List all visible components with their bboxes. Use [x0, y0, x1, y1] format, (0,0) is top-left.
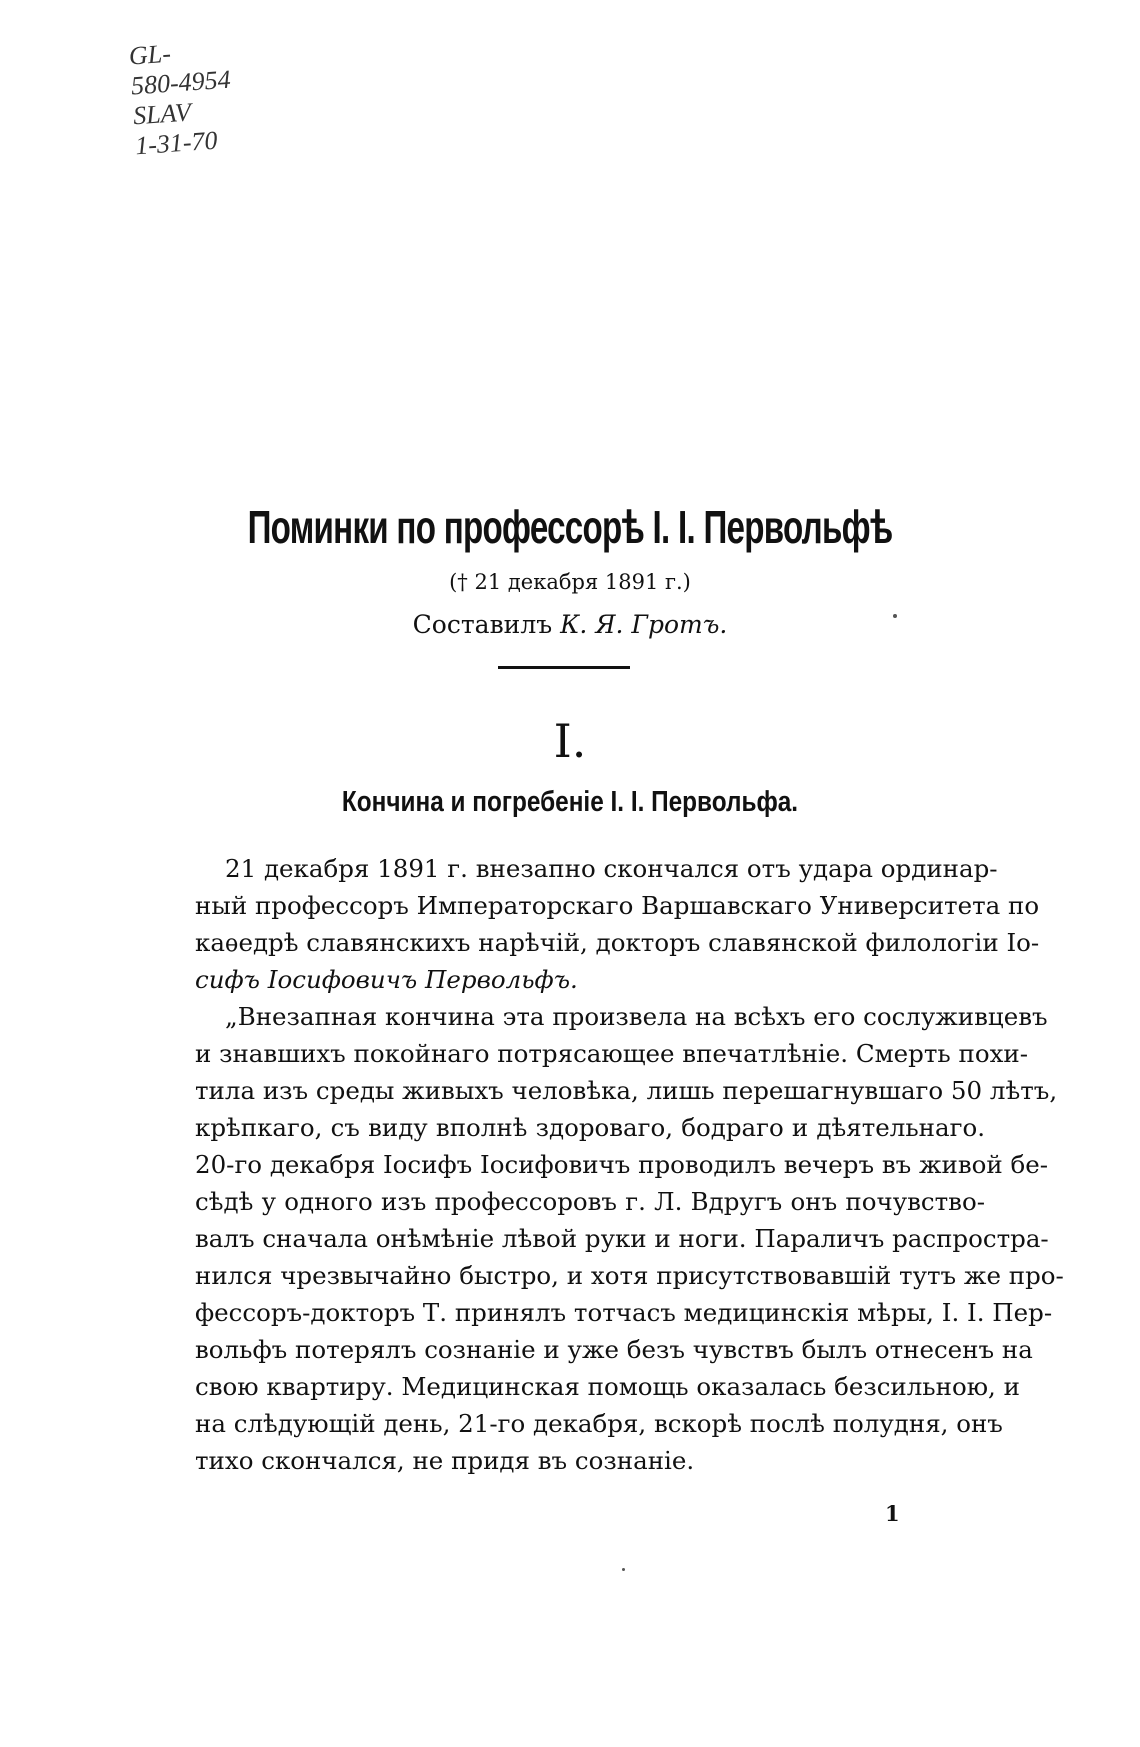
text-line: тихо скончался, не придя въ сознаніе. — [195, 1446, 695, 1475]
library-call-number — [128, 35, 236, 162]
body-text — [195, 850, 1064, 1479]
page-number: 1 — [885, 1501, 900, 1526]
print-speck — [622, 1568, 625, 1571]
text-line: нился чрезвычайно быстро, и хотя присутствовавшій тутъ же про- — [195, 1261, 1064, 1290]
text-line: 20-го декабря Іосифъ Іосифовичъ проводилъ вечеръ въ живой бе- — [195, 1150, 1049, 1179]
text-line: ный профессоръ Императорскаго Варшавскаго Университета по — [195, 891, 1040, 920]
title-divider — [498, 666, 630, 669]
death-date-subtitle: († 21 декабря 1891 г.) — [449, 570, 691, 594]
text-line: 21 декабря 1891 г. внезапно скончался отъ удара ординар- — [225, 854, 998, 883]
name-italic: сифъ Іосифовичъ Первольфъ. — [195, 965, 578, 994]
text-line: валъ сначала онѣмѣніе лѣвой руки и ноги. Параличъ распростра- — [195, 1224, 1049, 1253]
call-number-line: 1-31-70 — [134, 125, 219, 161]
print-speck — [893, 614, 897, 618]
chapter-number: I. — [553, 714, 587, 768]
author-name: К. Я. Гротъ. — [560, 610, 728, 639]
call-number-line: GL- — [127, 38, 172, 71]
chapter-title: Кончина и погребеніе I. I. Первольфа. — [341, 786, 799, 818]
text-line: и знавшихъ покойнаго потрясающее впечатлѣніе. Смерть похи- — [195, 1039, 1029, 1068]
compiled-by-line — [0, 610, 1140, 639]
text-line: каѳедрѣ славянскихъ нарѣчій, докторъ славянской филологіи Іо- — [195, 928, 1040, 957]
text-line: крѣпкаго, съ виду вполнѣ здороваго, бодраго и дѣятельнаго. — [195, 1113, 985, 1142]
text-line: вольфъ потерялъ сознаніе и уже безъ чувствъ былъ отнесенъ на — [195, 1335, 1033, 1364]
text-line: свою квартиру. Медицинская помощь оказалась безсильною, и — [195, 1372, 1020, 1401]
text-line: сѣдѣ у одного изъ профессоровъ г. Л. Вдругъ онъ почувство- — [195, 1187, 985, 1216]
compiled-by-prefix: Составилъ — [412, 610, 553, 639]
call-number-line: SLAV — [132, 97, 192, 131]
text-line: фессоръ-докторъ Т. принялъ тотчасъ медицинскія мѣры, I. I. Пер- — [195, 1298, 1053, 1327]
document-title: Поминки по профессорѣ I. I. Первольфѣ — [247, 501, 893, 553]
call-number-line: 580-4954 — [130, 64, 232, 101]
text-line — [195, 961, 985, 998]
text-line: „Внезапная кончина эта произвела на всѣхъ его сослуживцевъ — [225, 1002, 1048, 1031]
text-line: на слѣдующій день, 21-го декабря, вскорѣ послѣ полудня, онъ — [195, 1409, 1003, 1438]
text-line: тила изъ среды живыхъ человѣка, лишь перешагнувшаго 50 лѣтъ, — [195, 1076, 1058, 1105]
